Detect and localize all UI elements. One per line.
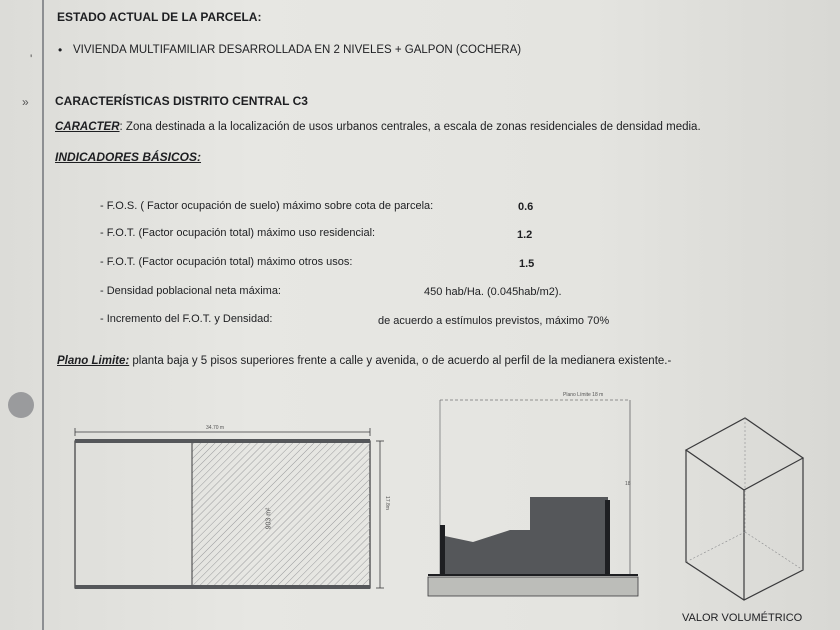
indicadores-heading: INDICADORES BÁSICOS: [55, 150, 202, 164]
estado-heading: ESTADO ACTUAL DE LA PARCELA: [57, 10, 262, 24]
margin-mark: ' [30, 52, 33, 66]
indicador-value: 1.5 [519, 258, 535, 270]
section-height-label: 18 [625, 481, 631, 487]
indicador-value: 450 hab/Ha. (0.045hab/m2). [424, 286, 562, 298]
indicador-label: - F.O.S. ( Factor ocupación de suelo) máximo sobre cota de parcela: [100, 200, 434, 212]
caracter-label: CARACTER [55, 121, 120, 133]
indicador-value: de acuerdo a estímulos previstos, máximo 70% [378, 315, 610, 327]
estado-item: VIVIENDA MULTIFAMILIAR DESARROLLADA EN 2 NIVELES + GALPON (COCHERA) [73, 44, 522, 56]
site-plan-drawing [70, 425, 390, 595]
volumetric-box-drawing [680, 412, 810, 612]
plano-line [57, 355, 671, 367]
plan-area-label: 903 m² [265, 507, 273, 530]
plan-width-label: 34.70 m [206, 425, 225, 431]
indicador-label: - F.O.T. (Factor ocupación total) máximo otros usos: [100, 256, 353, 268]
plano-label: Plano Limite: [57, 355, 130, 367]
margin-line [42, 0, 44, 630]
caracter-line [55, 121, 701, 133]
indicador-label: - Densidad poblacional neta máxima: [100, 285, 281, 297]
volumetric-caption: VALOR VOLUMÉTRICO [682, 612, 803, 624]
section-label: Plano Límite 18 m [563, 392, 604, 398]
margin-mark: » [22, 95, 29, 109]
plan-depth-label: 17.8m [383, 496, 390, 510]
indicador-value: 1.2 [517, 229, 533, 241]
estado-bullet: • [58, 43, 63, 57]
plano-text: planta baja y 5 pisos superiores frente a calle y avenida, o de acuerdo al perfil de la medianera existente.- [129, 355, 672, 367]
indicador-value: 0.6 [518, 201, 534, 213]
section-drawing [425, 390, 650, 600]
caracter-text: : Zona destinada a la localización de usos urbanos centrales, a escala de zonas residenciales de densidad media. [119, 121, 701, 133]
indicador-label: - F.O.T. (Factor ocupación total) máximo uso residencial: [100, 227, 376, 239]
distrito-heading: CARACTERÍSTICAS DISTRITO CENTRAL C3 [55, 94, 308, 108]
punch-hole [8, 392, 34, 418]
indicador-label: - Incremento del F.O.T. y Densidad: [100, 313, 273, 325]
